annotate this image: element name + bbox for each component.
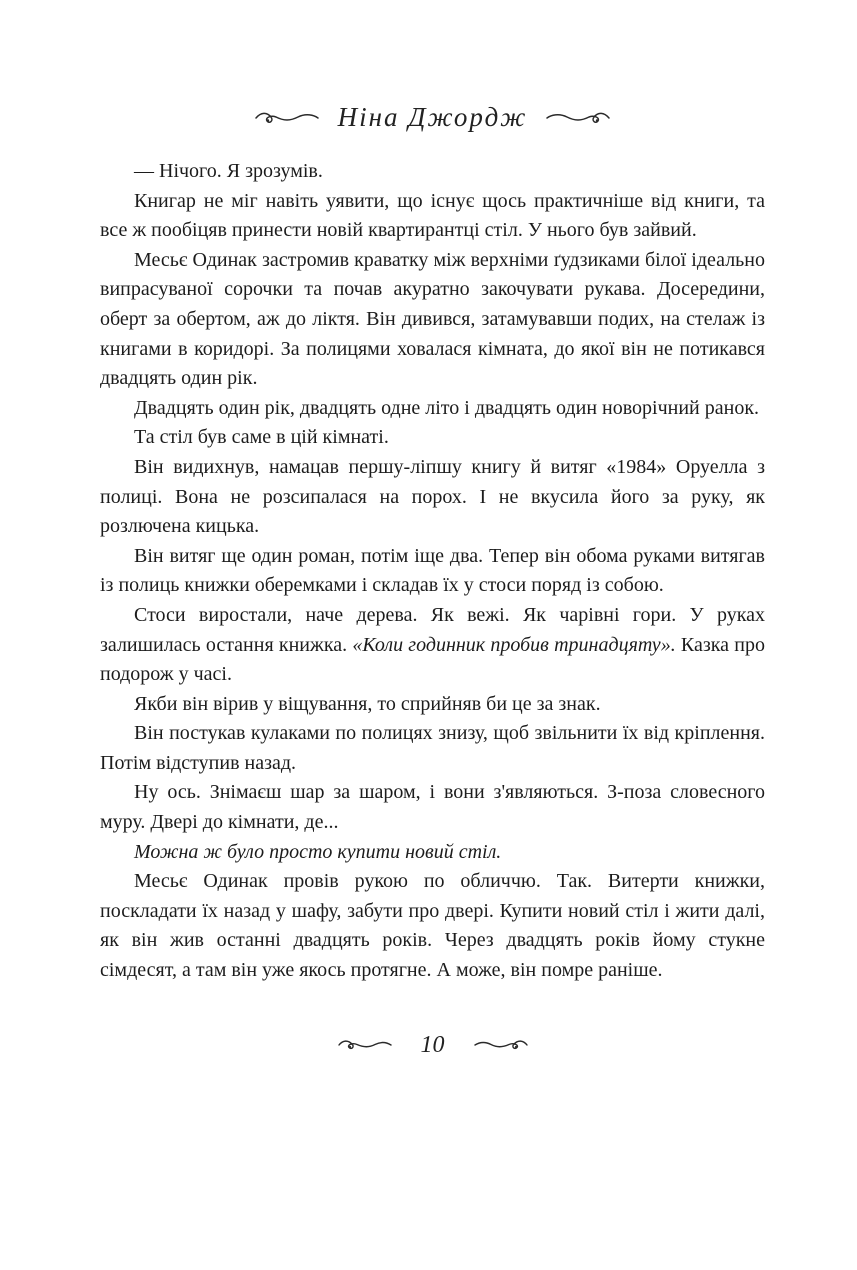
paragraph: Він видихнув, намацав першу-ліпшу книгу й витяг «1984» Оруелла з полиці. Вона не розсипалася на порох. І не вкусила його за руку, як розлючена кицька. [100, 455, 765, 538]
page-footer [100, 1032, 765, 1059]
paragraph: Месьє Одинак застромив краватку між верхніми ґудзиками білої ідеально випрасуваної сорочки та почав акуратно закочувати рукава. Досередини, оберт за обертом, аж до ліктя. Він дивився, затамувавши подих, на стелаж із книгами в коридорі. За полицями ховалася кімната, до якої він не потикався двадцять один рік. [100, 248, 765, 390]
book-title: «Коли годинник пробив тринадцяту». [352, 633, 676, 656]
page-body [100, 157, 765, 986]
paragraph [100, 601, 765, 690]
author-name: Ніна Джордж [337, 102, 528, 132]
paragraph: Ну ось. Знімаєш шар за шаром, і вони з'являються. З-поза словесного муру. Двері до кімнати, де... [100, 781, 765, 834]
header-flourish-left-icon [254, 109, 320, 127]
paragraph-text: Казка про подорож у часі. [100, 633, 765, 686]
paragraph: Він постукав кулаками по полицях знизу, щоб звільнити їх від кріплення. Потім відступив назад. [100, 722, 765, 774]
paragraph-inner-thought: Можна ж було просто купити новий стіл. [134, 840, 502, 863]
paragraph: Книгар не міг навіть уявити, що існує щось практичніше від книги, та все ж пообіцяв принести новій квартирантці стіл. У нього був зайвий. [100, 189, 765, 242]
running-header [100, 102, 765, 133]
paragraph: Двадцять один рік, двадцять одне літо і двадцять один новорічний ранок. [134, 396, 760, 419]
page-number: 10 [420, 1031, 445, 1058]
footer-flourish-right-icon [473, 1037, 529, 1053]
paragraph: — Нічого. Я зрозумів. [134, 160, 323, 182]
paragraph-text: Стоси виростали, наче дерева. Як вежі. Як чарівні гори. У руках залишилась остання книжка. [100, 603, 765, 656]
paragraph: Якби він вірив у віщування, то сприйняв би це за знак. [134, 692, 601, 715]
paragraph: Месьє Одинак провів рукою по обличчю. Так. Витерти книжки, поскладати їх назад у шафу, забути про двері. Купити новий стіл і жити далі, як він жив останні двадцять років. Через двадцять років йому стукне сімдесят, а там він уже якось протягне. А може, він помре раніше. [100, 870, 765, 982]
paragraph: Він витяг ще один роман, потім іще два. Тепер він обома руками витягав із полиць книжки оберемками і складав їх у стоси поряд із собою. [100, 544, 765, 597]
paragraph: Та стіл був саме в цій кімнаті. [134, 426, 389, 449]
header-flourish-right-icon [545, 109, 611, 127]
footer-flourish-left-icon [337, 1037, 393, 1053]
